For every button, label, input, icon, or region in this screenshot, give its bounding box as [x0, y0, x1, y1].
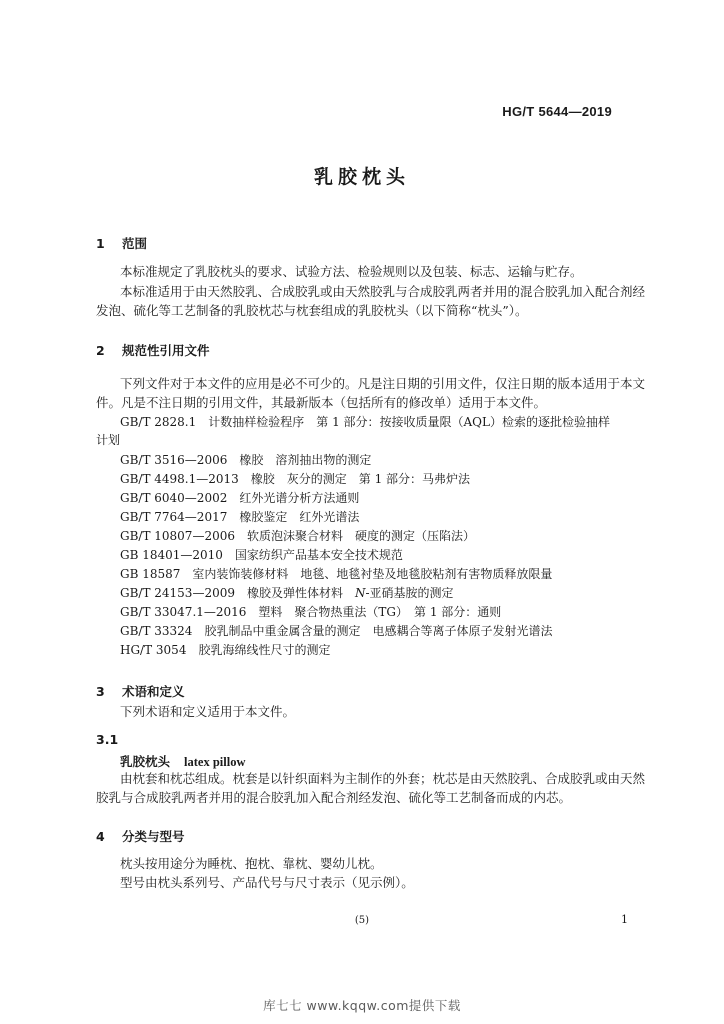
paragraph-line: 件。凡是不注日期的引用文件，其最新版本（包括所有的修改单）适用于本文件。 [96, 395, 547, 410]
reference-item: GB/T 4498.1—2013 橡胶 灰分的测定 第 1 部分：马弗炉法 [120, 472, 471, 486]
section-2-heading [96, 341, 210, 359]
section-title: 范围 [122, 236, 148, 251]
subsection-number: 3.1 [96, 732, 119, 747]
page-number: 1 [621, 913, 628, 926]
definition-line: 胶乳与合成胶乳两者并用的混合胶乳加入配合剂经发泡、硫化等工艺制备而成的内芯。 [96, 790, 572, 805]
reference-item: HG/T 3054 胶乳海绵线性尺寸的测定 [120, 643, 331, 657]
section-title: 分类与型号 [122, 829, 185, 844]
term-entry [120, 752, 245, 770]
reference-item: GB 18587 室内装饰装修材料 地毯、地毯衬垫及地毯胶粘剂有害物质释放限量 [120, 567, 553, 581]
reference-item-continued: 计划 [96, 433, 121, 447]
paragraph: 枕头按用途分为睡枕、抱枕、靠枕、婴幼儿枕。 [120, 856, 383, 871]
paragraph-line: 下列文件对于本文件的应用是必不可少的。凡是注日期的引用文件，仅注日期的版本适用于本文 [120, 376, 646, 391]
reference-italic: N [354, 586, 366, 600]
section-title: 术语和定义 [122, 684, 185, 699]
reference-item: GB 18401—2010 国家纺织产品基本安全技术规范 [120, 548, 403, 562]
section-number: 3 [96, 684, 105, 699]
definition-line: 由枕套和枕芯组成。枕套是以针织面料为主制作的外套；枕芯是由天然胶乳、合成胶乳或由天然 [120, 771, 646, 786]
reference-item: GB/T 7764—2017 橡胶鉴定 红外光谱法 [120, 510, 360, 524]
section-title: 规范性引用文件 [122, 343, 210, 358]
download-watermark: 库七七 www.kqqw.com提供下载 [263, 998, 461, 1013]
section-number: 2 [96, 343, 105, 358]
paragraph: 下列术语和定义适用于本文件。 [120, 704, 296, 719]
reference-item: GB/T 6040—2002 红外光谱分析方法通则 [120, 491, 360, 505]
reference-item: GB/T 3516—2006 橡胶 溶剂抽出物的测定 [120, 453, 372, 467]
reference-item [120, 585, 454, 601]
term-english: latex pillow [184, 755, 246, 769]
reference-item: GB/T 33324 胶乳制品中重金属含量的测定 电感耦合等离子体原子发射光谱法 [120, 624, 553, 638]
section-1-heading [96, 234, 147, 252]
paragraph-line: 发泡、硫化等工艺制备的乳胶枕芯与枕套组成的乳胶枕头（以下简称“枕头”）。 [96, 303, 528, 318]
reference-prefix: GB/T 24153—2009 橡胶及弹性体材料 [120, 586, 355, 600]
sheet-number: (5) [354, 915, 370, 926]
paragraph: 本标准规定了乳胶枕头的要求、试验方法、检验规则以及包装、标志、运输与贮存。 [120, 264, 583, 279]
reference-item: GB/T 10807—2006 软质泡沫聚合材料 硬度的测定（压陷法） [120, 529, 475, 543]
reference-suffix: -亚硝基胺的测定 [365, 586, 454, 600]
standard-code: HG/T 5644—2019 [502, 104, 612, 119]
term-chinese: 乳胶枕头 [120, 754, 171, 769]
section-number: 4 [96, 829, 105, 844]
reference-item: GB/T 2828.1 计数抽样检验程序 第 1 部分：按接收质量限（AQL）检索的逐批检验抽样 [120, 415, 610, 429]
document-title: 乳胶枕头 [313, 166, 410, 188]
section-3-heading [96, 682, 185, 700]
section-4-heading [96, 827, 185, 845]
paragraph-line: 本标准适用于由天然胶乳、合成胶乳或由天然胶乳与合成胶乳两者并用的混合胶乳加入配合剂经 [120, 284, 646, 299]
paragraph: 型号由枕头系列号、产品代号与尺寸表示（见示例）。 [120, 875, 414, 890]
section-number: 1 [96, 236, 105, 251]
reference-item: GB/T 33047.1—2016 塑料 聚合物热重法（TG） 第 1 部分：通则 [120, 605, 502, 619]
